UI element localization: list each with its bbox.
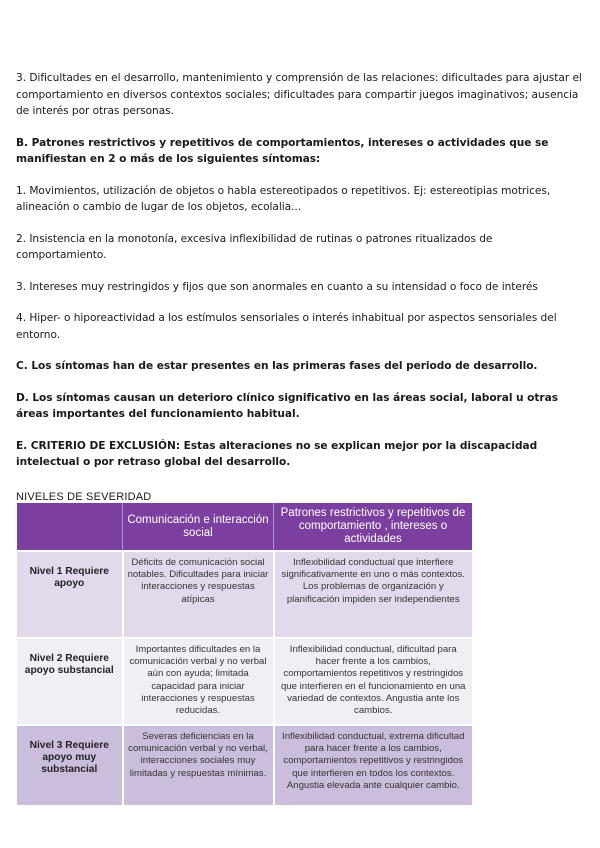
criterion-b-heading: B. Patrones restrictivos y repetitivos de comportamientos, intereses o actividades que se manifiestan en 2 o más de los siguientes síntomas:: [16, 136, 549, 165]
patterns-cell: Inflexibilidad conductual, extrema dificultad para hacer frente a los cambios, comportamientos repetitivos y restringidos que interfieren en todos los contextos. Angustia elevada ante cualquier cambio.: [274, 725, 473, 805]
document-body: [16, 70, 584, 505]
severity-title: NIVELES DE SEVERIDAD: [16, 490, 152, 503]
communication-cell: Importantes dificultades en la comunicación verbal y no verbal aún con ayuda; limitada capacidad para iniciar interacciones y respuestas reducidas.: [123, 638, 274, 725]
level-cell: Nivel 3 Requiere apoyo muy substancial: [17, 725, 123, 805]
table-row: [17, 551, 472, 638]
paragraph-b4: 4. Hiper- o hiporeactividad a los estímulos sensoriales o interés inhabitual por aspectos sensoriales del entorno.: [16, 312, 557, 341]
paragraph-b1: 1. Movimientos, utilización de objetos o habla estereotipados o repetitivos. Ej: estereotipias motrices, alineación o cambio de lugar de los objetos, ecolalia...: [16, 184, 551, 213]
level-cell: Nivel 2 Requiere apoyo substancial: [17, 638, 123, 725]
header-corner: [17, 503, 123, 551]
paragraph-b2: 2. Insistencia en la monotonía, excesiva inflexibilidad de rutinas o patrones ritualizados de comportamiento.: [16, 232, 493, 261]
communication-cell: Déficits de comunicación social notables. Dificultades para iniciar interacciones y respuestas atípicas: [123, 551, 274, 638]
paragraph-b3: 3. Intereses muy restringidos y fijos que son anormales en cuanto a su intensidad o foco de interés: [16, 280, 538, 293]
communication-cell: Severas deficiencias en la comunicación verbal y no verbal, interacciones sociales muy limitadas y respuestas mínimas.: [123, 725, 274, 805]
header-patterns: Patrones restrictivos y repetitivos de comportamiento , intereses o actividades: [274, 503, 473, 551]
criterion-e: E. CRITERIO DE EXCLUSIÓN: Estas alteraciones no se explican mejor por la discapacidad intelectual o por retraso global del desarrollo.: [16, 439, 538, 468]
patterns-cell: Inflexibilidad conductual que interfiere significativamente en uno o más contextos. Los problemas de organización y planificación impiden ser independientes: [274, 551, 473, 638]
severity-header-row: [17, 503, 472, 551]
table-row: [17, 638, 472, 725]
severity-table: [17, 503, 472, 805]
criterion-d: D. Los síntomas causan un deterioro clínico significativo en las áreas social, laboral u otras áreas importantes del funcionamiento habitual.: [16, 391, 558, 420]
paragraph-a3: 3. Dificultades en el desarrollo, mantenimiento y comprensión de las relaciones: dificultades para ajustar el comportamiento en diversos contextos sociales; dificultades para compartir juegos imaginativos; ausencia de interés por otras personas.: [16, 72, 582, 117]
level-cell: Nivel 1 Requiere apoyo: [17, 551, 123, 638]
criterion-c: C. Los síntomas han de estar presentes en las primeras fases del periodo de desarrollo.: [16, 360, 538, 372]
table-row: [17, 725, 472, 805]
patterns-cell: Inflexibilidad conductual, dificultad para hacer frente a los cambios, comportamientos repetitivos y restringidos que interfieren en el funcionamiento en una variedad de contextos. Angustia ante los cambios.: [274, 638, 473, 725]
header-communication: Comunicación e interacción social: [123, 503, 274, 551]
